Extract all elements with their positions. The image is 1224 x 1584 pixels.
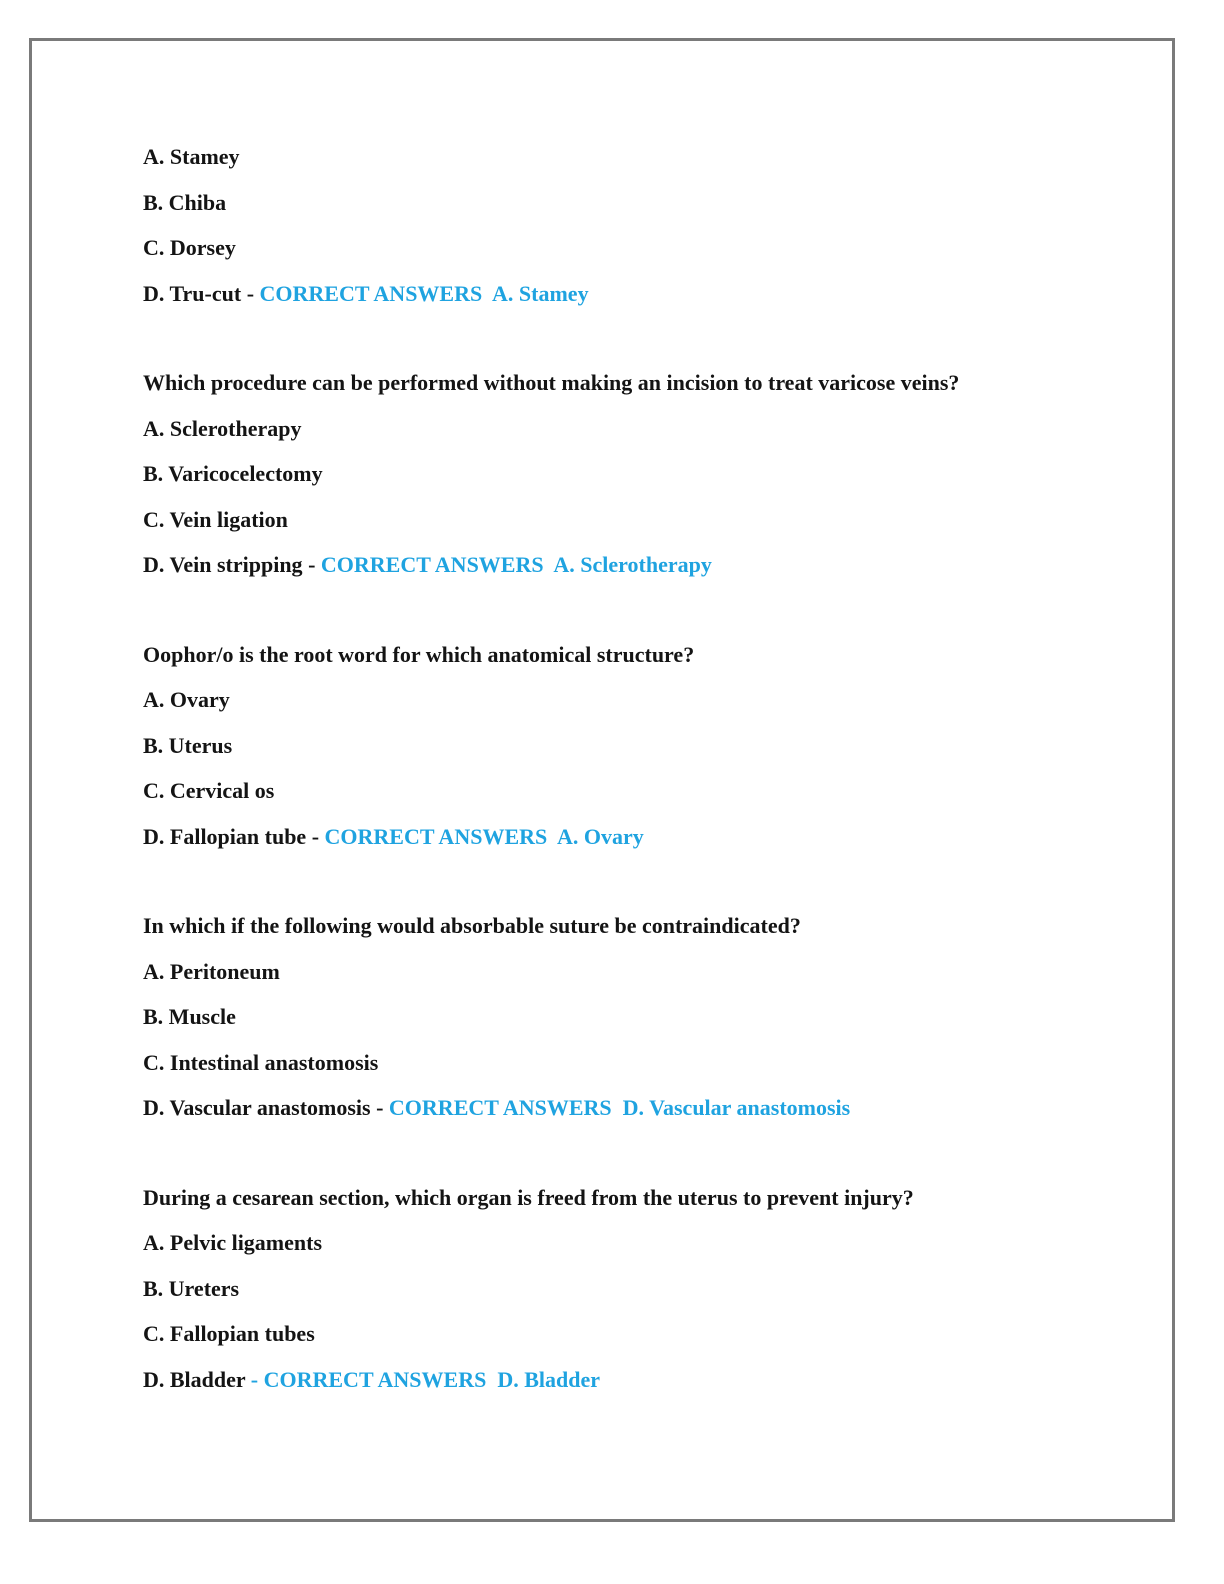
question-block [143,140,1153,322]
question-block [143,909,1153,1137]
option-a: A. Ovary [143,687,230,712]
option-a: A. Sclerotherapy [143,415,302,441]
option-c: C. Intestinal anastomosis [143,1049,379,1075]
option-c: C. Cervical os [143,778,275,803]
document-body [143,140,1153,1408]
option-b: B. Chiba [143,189,227,215]
answer-label: CORRECT ANSWERS [388,1095,612,1120]
answer-label: CORRECT ANSWERS [263,1366,487,1392]
answer-separator: - [370,1095,389,1120]
answer-label: CORRECT ANSWERS [259,280,483,306]
question-block [143,638,1153,866]
question-text: Oophor/o is the root word for which anatomical structure? [143,641,695,667]
correct-answer: D. Bladder [497,1366,601,1392]
answer-label: CORRECT ANSWERS [324,823,548,849]
answer-separator: - [306,823,325,849]
option-d-with-answer [143,548,1153,594]
option-d-with-answer [143,820,1153,866]
option-d-with-answer [143,277,1153,323]
option-d: D. Tru-cut [143,280,242,306]
question-text: Which procedure can be performed without making an incision to treat varicose veins? [143,370,960,395]
option-a: A. Pelvic ligaments [143,1230,323,1255]
question-text: In which if the following would absorbable suture be contraindicated? [143,913,801,938]
option-a: A. Peritoneum [143,958,280,984]
answer-label: CORRECT ANSWERS [320,552,544,577]
option-b: B. Ureters [143,1275,240,1301]
option-d: D. Vein stripping [143,552,303,577]
option-c: C. Dorsey [143,235,236,260]
correct-answer: A. Stamey [492,280,589,306]
answer-separator: - [302,552,321,577]
option-c: C. Vein ligation [143,506,288,532]
correct-answer: D. Vascular anastomosis [622,1095,851,1120]
option-c: C. Fallopian tubes [143,1321,315,1346]
answer-separator: - [241,280,260,306]
option-d: D. Bladder [143,1366,246,1392]
option-d-with-answer [143,1363,1153,1409]
correct-answer: A. Ovary [557,823,644,849]
option-d: D. Vascular anastomosis [143,1095,371,1120]
answer-separator: - [245,1366,264,1392]
correct-answer: A. Sclerotherapy [553,552,712,577]
option-d: D. Fallopian tube [143,823,307,849]
option-d-with-answer [143,1091,1153,1137]
option-a: A. Stamey [143,144,240,169]
option-b: B. Muscle [143,1004,236,1029]
question-block [143,366,1153,594]
question-block [143,1181,1153,1409]
option-b: B. Uterus [143,732,233,758]
question-text: During a cesarean section, which organ is freed from the uterus to prevent injury? [143,1184,914,1210]
option-b: B. Varicocelectomy [143,461,323,486]
